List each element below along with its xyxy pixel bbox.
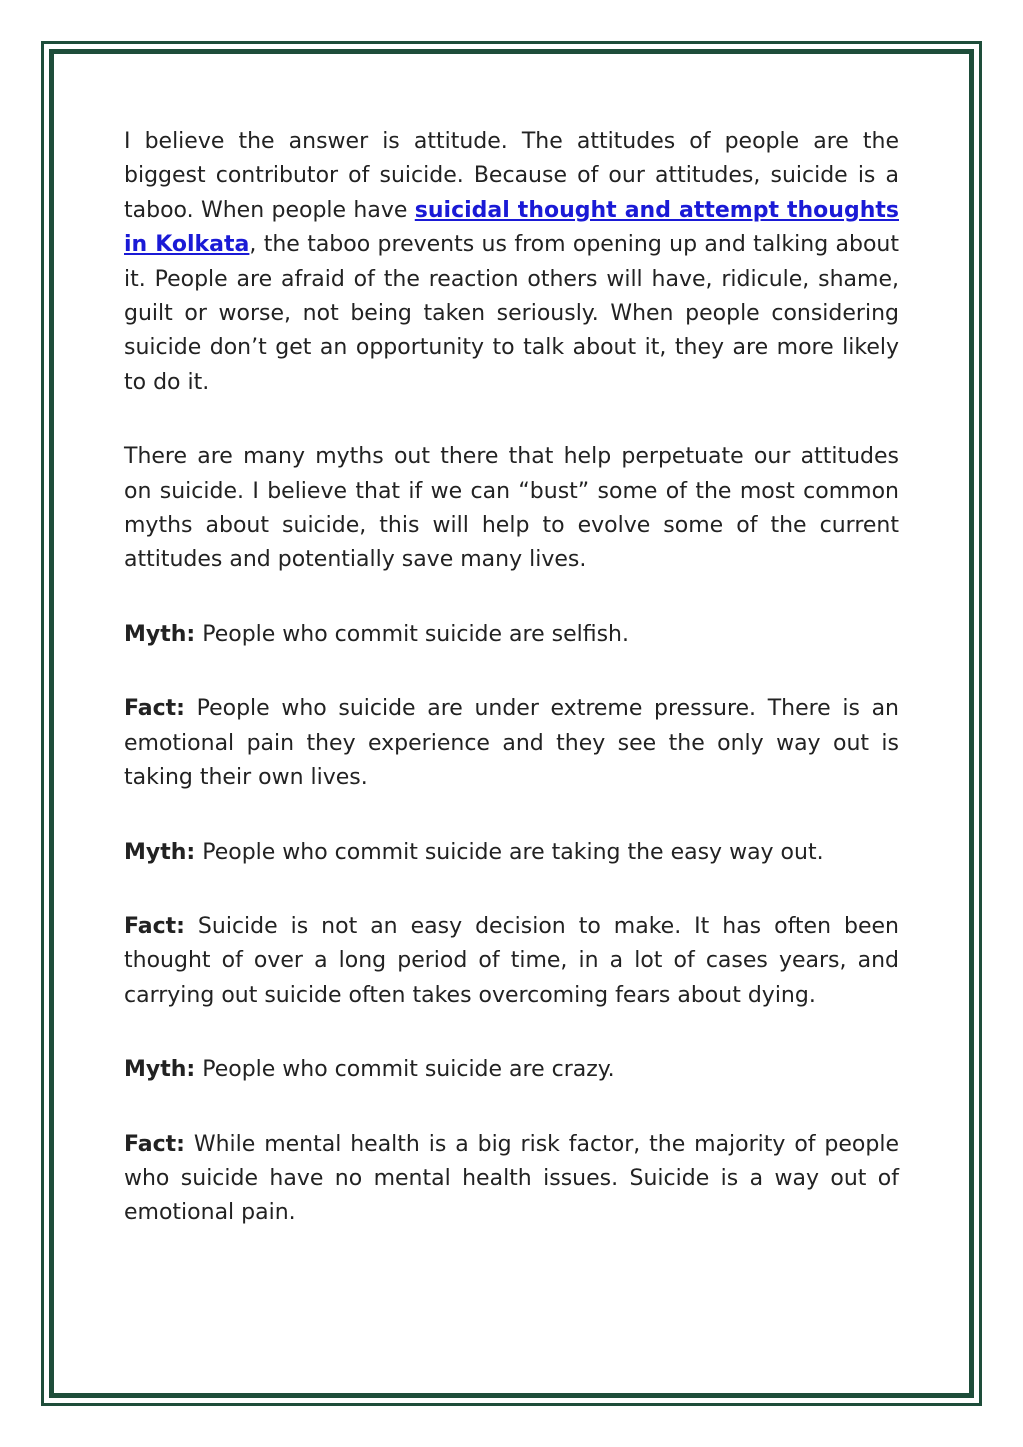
myth-paragraph-1 [124,618,899,652]
fact-text: Suicide is not an easy decision to make. It has often been thought of over a long period of time, in a lot of cases years, and carrying out suicide often takes overcoming fears about dying. [124,913,899,1008]
fact-label: Fact: [124,696,185,722]
fact-label: Fact: [124,1131,185,1157]
fact-label: Fact: [124,913,185,939]
myth-text: People who commit suicide are selfish. [195,621,629,647]
document-body [124,125,899,1271]
fact-text: While mental health is a big risk factor, the majority of people who suicide have no mental health issues. Suicide is a way out of emotional pain. [124,1131,899,1226]
myths-intro-paragraph: There are many myths out there that help perpetuate our attitudes on suicide. I believe that if we can “bust” some of the most common myths about suicide, this will help to evolve some of the current attitudes and potentially save many lives. [124,444,899,573]
myth-text: People who commit suicide are taking the easy way out. [195,839,824,865]
intro-text-before-link: I believe the answer is attitude. The attitudes of people are the biggest contributor of suicide. Because of our attitudes, suicide is a taboo. When people have [124,129,899,223]
fact-text: People who suicide are under extreme pressure. There is an emotional pain they experience and they see the only way out is taking their own lives. [124,696,899,791]
myth-label: Myth: [124,621,196,647]
intro-text-after-link: , the taboo prevents us from opening up and talking about it. People are afraid of the reaction others will have, ridicule, shame, guilt or worse, not being taken seriously. When people considering suicide don’t get an opportunity to talk about it, they are more likely to do it. [124,232,899,395]
myth-text: People who commit suicide are crazy. [195,1057,615,1083]
myth-paragraph-3 [124,1053,899,1087]
myth-label: Myth: [124,839,196,865]
kolkata-link[interactable]: suicidal thought and attempt thoughts in Kolkata [124,197,899,258]
myth-label: Myth: [124,1057,196,1083]
fact-paragraph-1 [124,692,899,795]
fact-paragraph-2 [124,910,899,1013]
myth-paragraph-2 [124,836,899,870]
intro-paragraph [124,125,899,400]
fact-paragraph-3 [124,1128,899,1231]
